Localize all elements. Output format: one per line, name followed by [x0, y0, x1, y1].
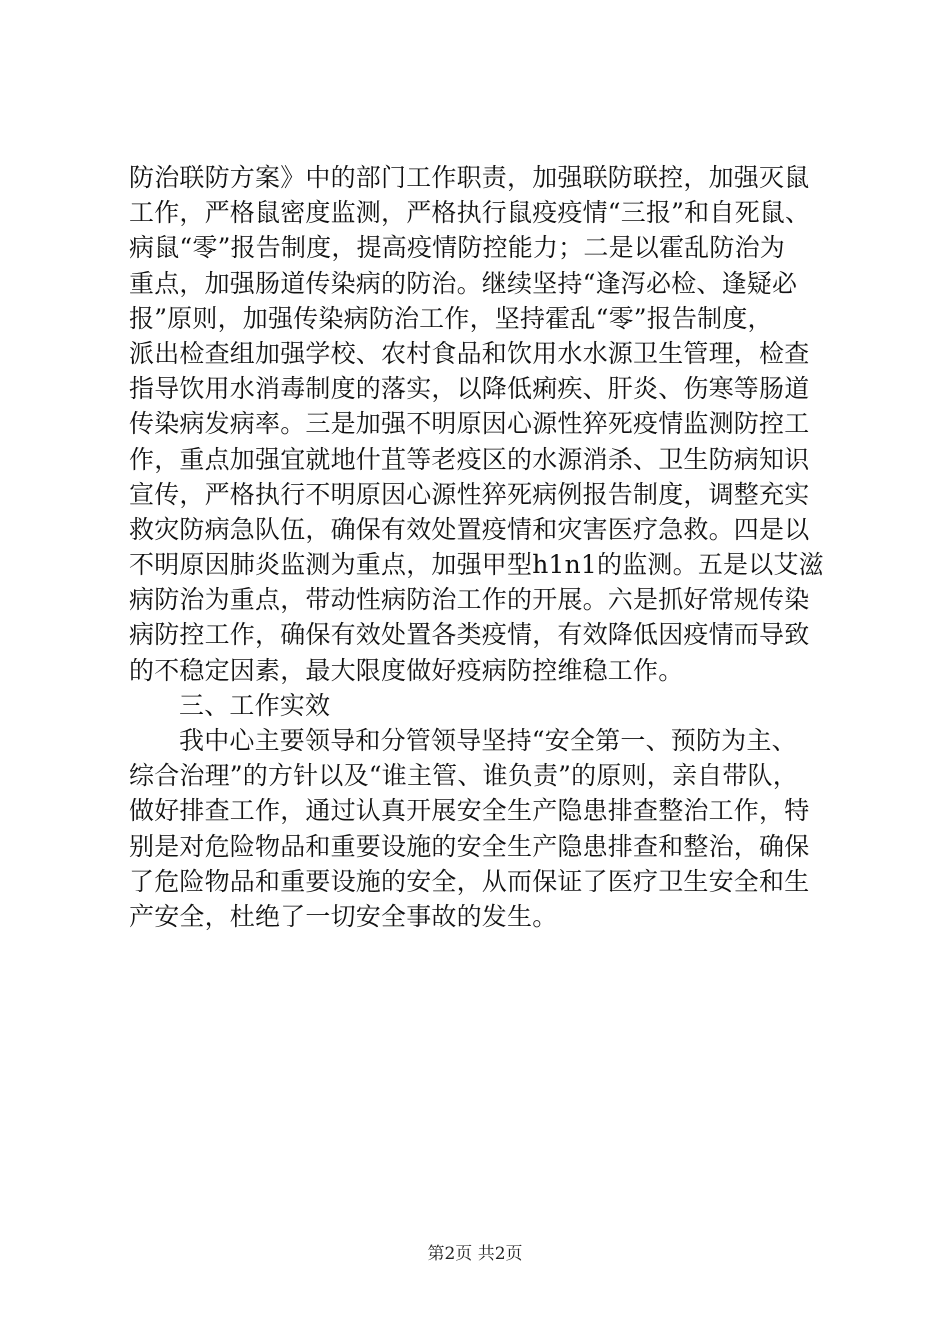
paragraph-1-line-7: 指导饮用水消毒制度的落实，以降低痢疾、肝炎、伤寒等肠道	[129, 374, 810, 404]
paragraph-1-line-3: 病鼠“零”报告制度，提高疫情防控能力；二是以霍乱防治为	[129, 233, 785, 263]
paragraph-1-line-6: 派出检查组加强学校、农村食品和饮用水水源卫生管理，检查	[129, 338, 810, 368]
paragraph-1-line-9: 作，重点加强宜就地什苴等老疫区的水源消杀、卫生防病知识	[129, 444, 810, 474]
paragraph-1-line-10: 宣传，严格执行不明原因心源性猝死病例报告制度，调整充实	[129, 479, 810, 509]
section-heading: 三、工作实效	[179, 690, 331, 720]
paragraph-1-line-11: 救灾防病急队伍，确保有效处置疫情和灾害医疗急救。四是以	[129, 514, 810, 544]
paragraph-2-line-1: 我中心主要领导和分管领导坚持“安全第一、预防为主、	[179, 726, 797, 755]
page-footer	[0, 1244, 950, 1264]
paragraph-1-line-14: 病防控工作，确保有效处置各类疫情，有效降低因疫情而导致	[129, 620, 810, 650]
paragraph-1-line-2: 工作，严格鼠密度监测，严格执行鼠疫疫情“三报”和自死鼠、	[129, 198, 811, 228]
paragraph-2-line-5: 了危险物品和重要设施的安全，从而保证了医疗卫生安全和生	[129, 866, 810, 896]
paragraph-2-line-6: 产安全，杜绝了一切安全事故的发生。	[129, 901, 558, 931]
page-number-label: 第2页 共2页	[427, 1244, 523, 1264]
paragraph-1-line-8: 传染病发病率。三是加强不明原因心源性猝死疫情监测防控工	[129, 409, 810, 439]
paragraph-1-line-4: 重点，加强肠道传染病的防治。继续坚持“逢泻必检、逢疑必	[129, 268, 798, 298]
paragraph-2-line-4: 别是对危险物品和重要设施的安全生产隐患排查和整治，确保	[129, 831, 810, 861]
paragraph-1-line-5: 报”原则，加强传染病防治工作，坚持霍乱“零”报告制度，	[129, 303, 773, 333]
paragraph-1-line-15: 的不稳定因素，最大限度做好疫病防控维稳工作。	[129, 655, 684, 685]
paragraph-1-line-12: 不明原因肺炎监测为重点，加强甲型h1n1的监测。五是以艾滋	[129, 550, 824, 580]
paragraph-1-line-13: 病防治为重点，带动性病防治工作的开展。六是抓好常规传染	[129, 585, 810, 615]
paragraph-2-line-3: 做好排查工作，通过认真开展安全生产隐患排查整治工作，特	[129, 796, 810, 826]
paragraph-1-line-1: 防治联防方案》中的部门工作职责，加强联防联控，加强灭鼠	[129, 163, 810, 192]
paragraph-2-line-2: 综合治理”的方针以及“谁主管、谁负责”的原则，亲自带队，	[129, 761, 798, 791]
body-text	[129, 160, 829, 934]
